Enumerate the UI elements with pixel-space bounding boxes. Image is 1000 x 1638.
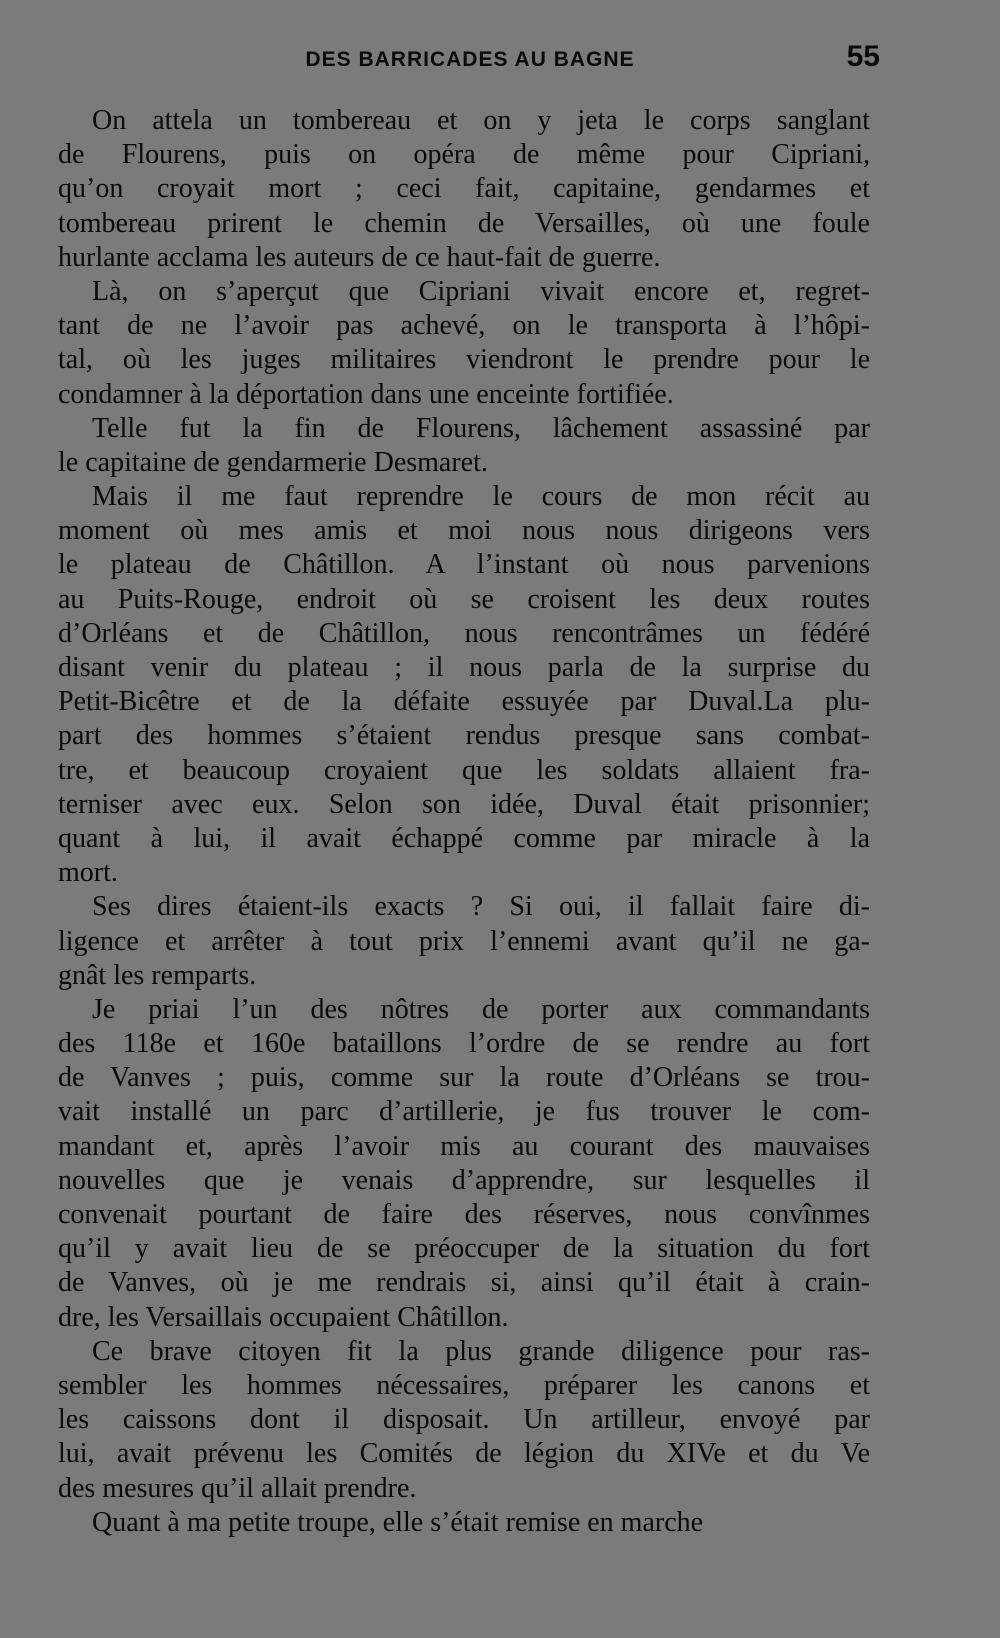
- text-line: disant venir du plateau ; il nous parla de la surprise du: [58, 652, 870, 683]
- text-line: qu’on croyait mort ; ceci fait, capitaine, gendarmes et: [58, 173, 870, 205]
- text-line: mort.: [58, 857, 118, 889]
- text-line: Mais il me faut reprendre le cours de mon récit au: [92, 481, 870, 513]
- text-line: ligence et arrêter à tout prix l’ennemi avant qu’il ne ga-: [58, 925, 870, 957]
- text-line: de Flourens, puis on opéra de même pour Cipriani,: [58, 139, 870, 171]
- text-line: les caissons dont il disposait. Un artilleur, envoyé par: [58, 1404, 870, 1436]
- text-line: nouvelles que je venais d’apprendre, sur lesquelles il: [58, 1164, 870, 1196]
- text-line: de Vanves, où je me rendrais si, ainsi qu’il était à crain-: [58, 1267, 870, 1299]
- text-line: quant à lui, il avait échappé comme par miracle à la: [58, 822, 870, 854]
- text-line: des mesures qu’il allait prendre.: [58, 1472, 417, 1504]
- text-line: Telle fut la fin de Flourens, lâchement assassiné par: [92, 412, 870, 444]
- text-line: On attela un tombereau et on y jeta le corps sanglant: [92, 105, 870, 136]
- text-line: Je priai l’un des nôtres de porter aux commandants: [92, 993, 870, 1025]
- text-line: de Vanves ; puis, comme sur la route d’Orléans se trou-: [58, 1062, 870, 1094]
- body-text: [58, 104, 870, 1540]
- text-line: Quant à ma petite troupe, elle s’était remise en marche: [92, 1506, 704, 1538]
- text-line: Petit-Bicêtre et de la défaite essuyée par Duval.La plu-: [58, 686, 870, 718]
- text-line: qu’il y avait lieu de se préoccuper de la situation du fort: [58, 1233, 870, 1265]
- text-line: mandant et, après l’avoir mis au courant des mauvaises: [58, 1130, 870, 1162]
- text-line: tre, et beaucoup croyaient que les soldats allaient fra-: [58, 754, 870, 786]
- text-line: au Puits-Rouge, endroit où se croisent les deux routes: [58, 583, 870, 615]
- text-line: convenait pourtant de faire des réserves, nous convînmes: [58, 1199, 870, 1230]
- running-head: [60, 40, 880, 80]
- text-line: hurlante acclama les auteurs de ce haut-fait de guerre.: [58, 241, 661, 273]
- text-line: tombereau prirent le chemin de Versailles, où une foule: [58, 207, 870, 239]
- text-line: d’Orléans et de Châtillon, nous rencontrâmes un fédéré: [58, 617, 870, 649]
- text-line: vait installé un parc d’artillerie, je fus trouver le com-: [58, 1096, 870, 1128]
- text-line: Ses dires étaient-ils exacts ? Si oui, il fallait faire di-: [92, 891, 870, 923]
- text-line: Ce brave citoyen fit la plus grande diligence pour ras-: [92, 1335, 870, 1367]
- text-line: Là, on s’aperçut que Cipriani vivait encore et, regret-: [92, 275, 870, 307]
- text-line: lui, avait prévenu les Comités de légion du XIVe et du Ve: [58, 1438, 870, 1470]
- text-line: condamner à la déportation dans une enceinte fortifiée.: [58, 378, 674, 410]
- text-line: le plateau de Châtillon. A l’instant où nous parvenions: [58, 549, 870, 581]
- text-line: sembler les hommes nécessaires, préparer les canons et: [58, 1369, 870, 1401]
- text-line: moment où mes amis et moi nous nous dirigeons vers: [58, 515, 870, 547]
- text-line: dre, les Versaillais occupaient Châtillon.: [58, 1301, 509, 1333]
- text-line: des 118e et 160e bataillons l’ordre de se rendre au fort: [58, 1028, 870, 1060]
- text-line: part des hommes s’étaient rendus presque sans combat-: [58, 720, 870, 752]
- text-line: tal, où les juges militaires viendront le prendre pour le: [58, 344, 870, 376]
- text-line: terniser avec eux. Selon son idée, Duval était prisonnier;: [58, 788, 870, 820]
- text-line: gnât les remparts.: [58, 959, 257, 991]
- running-title: DES BARRICADES AU BAGNE: [305, 48, 635, 71]
- text-line: le capitaine de gendarmerie Desmaret.: [58, 446, 488, 478]
- page-number: 55: [846, 40, 880, 73]
- text-line: tant de ne l’avoir pas achevé, on le transporta à l’hôpi-: [58, 310, 870, 342]
